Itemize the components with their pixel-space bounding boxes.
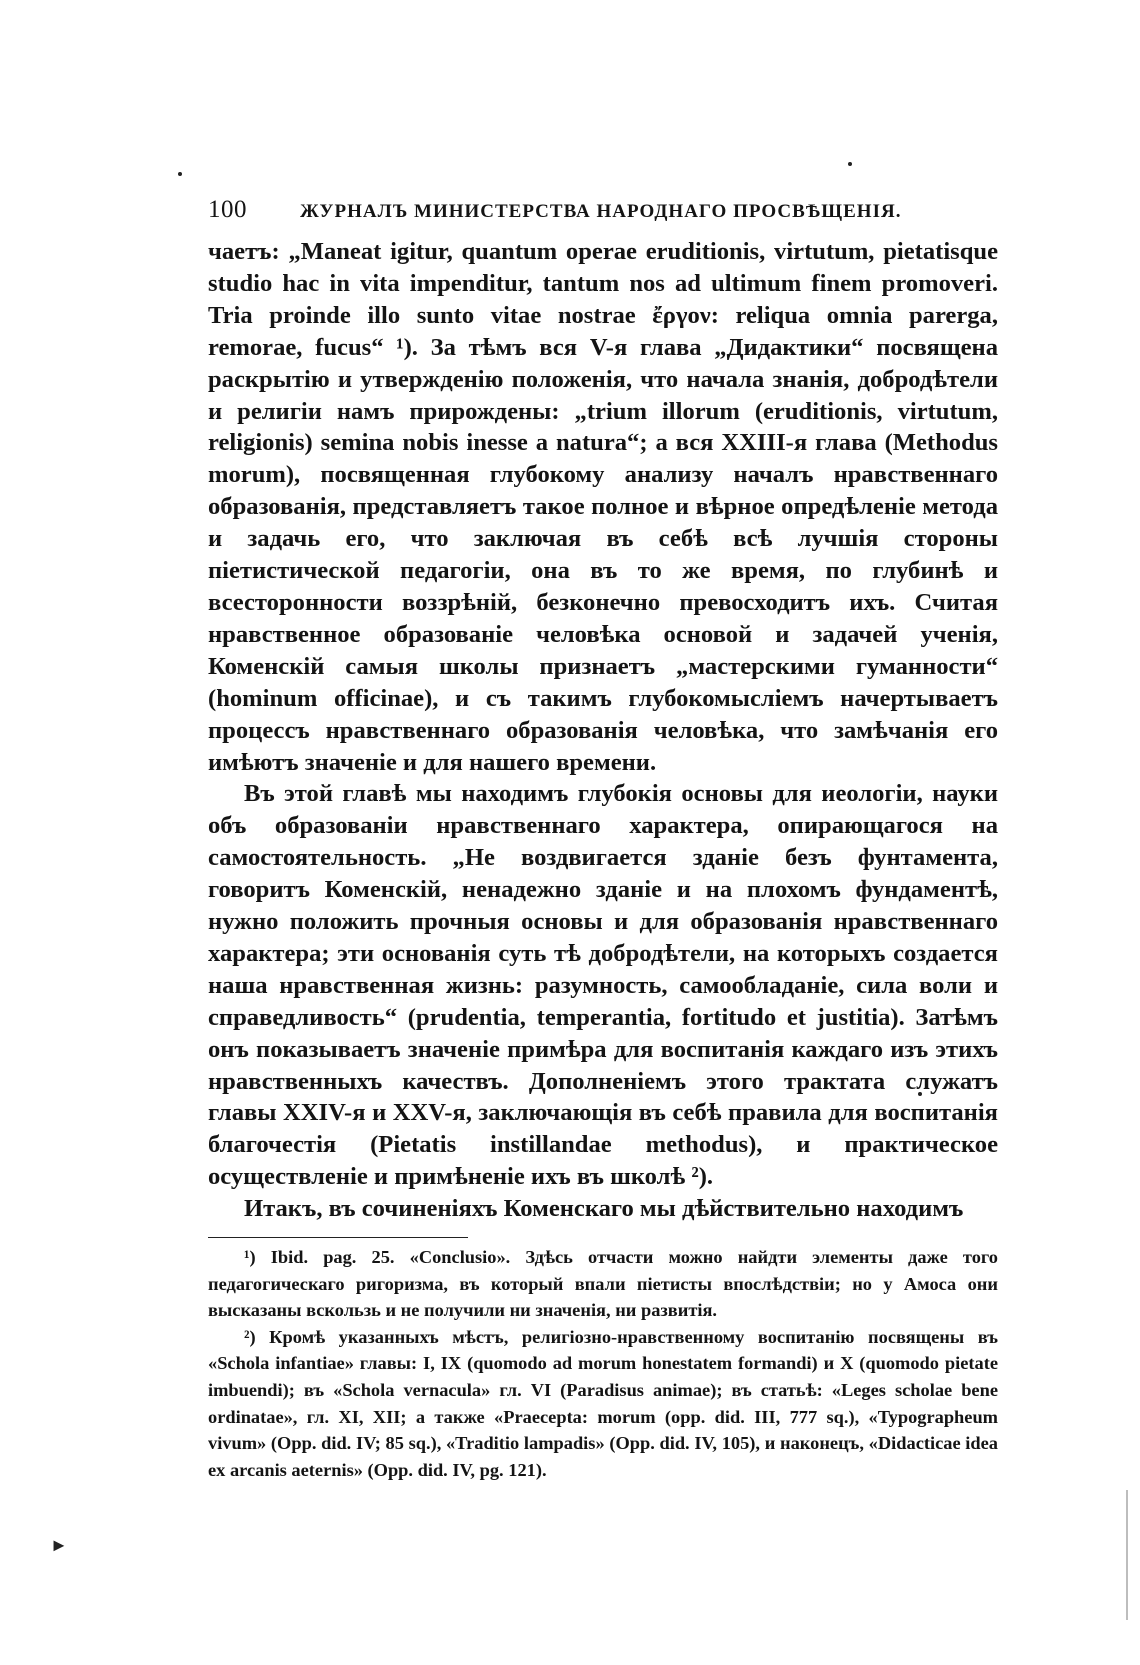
paragraph-1: чаетъ: „Maneat igitur, quantum operae eruditionis, virtutum, pietatisque studio hac in vita impenditur, tantum nos ad ultimum finem promoveri. Tria proinde illo sunto vitae nostrae ἔργον: reliqua omnia parerga, remorae, fucus“ ¹). За тѣмъ вся V-я глава „Дидактики“ посвящена раскрытію и утвержденію положенія, что начала знанія, добродѣтели и религіи намъ прирождены: „trium illorum (eruditionis, virtutum, religionis) semina nobis inesse a natura“; а вся XXIII-я глава (Methodus morum), посвященная глубокому анализу началъ нравственнаго образованія, представляетъ такое полное и вѣрное опредѣленіе метода и задачь его, что заключая въ себѣ всѣ лучшія стороны піетистической педагогіи, она въ то же время, по глубинѣ и всесторонности воззрѣній, безконечно превосходитъ ихъ. Считая нравственное образованіе человѣка основой и задачей ученія, Коменскій самыя школы признаетъ „мастерскими гуманности“ (hominum officinae), и съ такимъ глубокомысліемъ начертываетъ процессъ нравственнаго образованія человѣка, что замѣчанія его имѣютъ значеніе и для нашего времени. bbox=[208, 238, 998, 776]
page-edge bbox=[1126, 1490, 1128, 1620]
main-text bbox=[208, 236, 998, 1225]
footnote-divider bbox=[208, 1237, 468, 1238]
footnote-1: ¹) Ibid. pag. 25. «Conclusio». Здѣсь отчасти можно найдти элементы даже того педагогическаго ригоризма, въ который впали піетисты впослѣдствіи; но у Амоса они высказаны вскользь и не получили ни значенія, ни развитія. bbox=[208, 1247, 998, 1321]
running-head bbox=[208, 196, 998, 236]
footnotes bbox=[208, 1244, 998, 1483]
book-page bbox=[208, 196, 998, 1483]
page-number: 100 bbox=[208, 196, 247, 223]
footnote-2: ²) Кромѣ указанныхъ мѣстъ, религіозно-нравственному воспитанію посвящены въ «Schola infantiae» главы: I, IX (quomodo ad morum honestatem formandi) и X (quomodo pietate imbuendi); въ «Schola vernacula» гл. VI (Paradisus animae); въ статьѣ: «Leges scholae bene ordinatae», гл. XI, XII; а также «Praecepta: morum (opp. did. III, 777 sq.), «Typographeum vivum» (Opp. did. IV; 85 sq.), «Traditio lampadis» (Opp. did. IV, 105), и наконецъ, «Didacticae idea ex arcanis aeternis» (Opp. did. IV, pg. 121). bbox=[208, 1326, 998, 1480]
scan-speck bbox=[178, 172, 182, 176]
paragraph-2: Въ этой главѣ мы находимъ глубокія основы для иеологіи, науки объ образованіи нравственнаго характера, опирающагося на самостоятельность. „Не воздвигается зданіе безъ фунтамента, говоритъ Коменскій, ненадежно зданіе и на плохомъ фундаментѣ, нужно положить прочныя основы и для образованія нравственнаго характера; эти основанія суть тѣ добродѣтели, на которыхъ создается наша нравственная жизнь: разумность, самообладаніе, сила воли и справедливость“ (prudentia, temperantia, fortitudo et justitia). Затѣмъ онъ показываетъ значеніе примѣра для воспитанія каждаго изъ этихъ нравственныхъ качествъ. Дополненіемъ этого трактата служатъ главы XXIV-я и XXV-я, заключающія въ себѣ правила для воспитанія благочестія (Pietatis instillandae methodus), и практическое осуществленіе и примѣненіе ихъ въ школѣ ²). bbox=[208, 780, 999, 1191]
paragraph-3: Итакъ, въ сочиненіяхъ Коменскаго мы дѣйствительно находимъ bbox=[244, 1195, 964, 1223]
journal-title: ЖУРНАЛЪ МИНИСТЕРСТВА НАРОДНАГО ПРОСВѢЩЕНІЯ. bbox=[300, 201, 902, 222]
scan-speck bbox=[848, 162, 852, 166]
margin-arrow-icon: ► bbox=[50, 1535, 68, 1555]
